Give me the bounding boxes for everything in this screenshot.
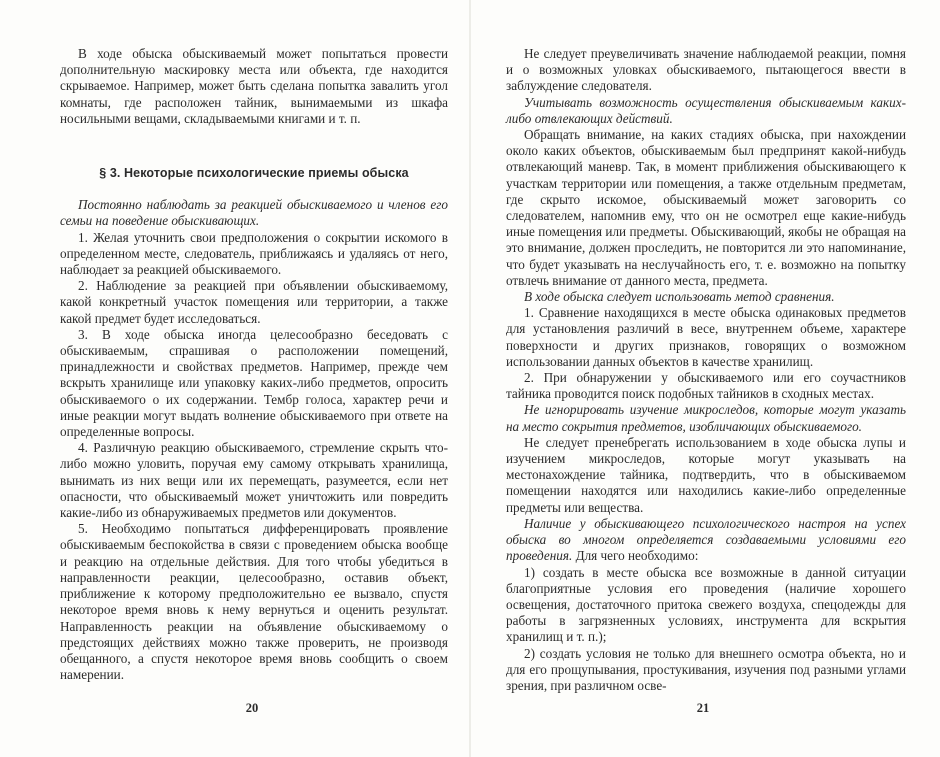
paragraph: 2. Наблюдение за реакцией при объявлении обыскиваемому, какой конкретный участок помещения или территории, а также какой предмет будет исследоваться.: [60, 278, 448, 326]
italic-lead: Наличие у обыскивающего психологического настроя на успех обыска во многом определяется создаваемыми условиями его проведения.: [506, 515, 906, 564]
paragraph-italic: В ходе обыска следует использовать метод сравнения.: [524, 289, 835, 305]
right-page: [470, 0, 940, 757]
paragraph-italic: Постоянно наблюдать за реакцией обыскиваемого и членов его семьи на поведение обыскивающих.: [60, 197, 448, 229]
page-number: 21: [696, 701, 710, 715]
paragraph: Обращать внимание, на каких стадиях обыска, при нахождении около каких объектов, обыскиваемым был предпринят какой-нибудь отвлекающий маневр. Так, в момент приближения обыскивающего к участкам территории или помещения, а также отдельным предметам, где скрыто искомое, обыскиваемый может заговорить со следователем, напомнив ему, что он не осмотрел еще какие-нибудь иные помещения или предметы. Обыскивающий, якобы не обращая на это внимание, должен проследить, не повторится ли это напоминание, что будет указывать на неслучайность его, т. е. возможно на попытку отвлечь внимание от данного места, предмета.: [506, 127, 906, 288]
paragraph: 1. Сравнение находящихся в месте обыска одинаковых предметов для установления различий в весе, внутреннем объеме, характере поверхности и других признаков, говорящих о возможном использовании данных объектов в качестве хранилищ.: [506, 305, 906, 369]
paragraph: 3. В ходе обыска иногда целесообразно беседовать с обыскиваемым, спрашивая о расположении помещений, принадлежности и свойствах предметов. Например, прежде чем вскрыть хранилище или упаковку каких-либо предметов, опросить обыскиваемого о их содержании. Тембр голоса, характер речи и иные реакции могут выдать волнение обыскиваемого при ответе на определенные вопросы.: [60, 326, 448, 440]
page-number: 20: [245, 701, 259, 715]
section-heading: § 3. Некоторые психологические приемы обыска: [99, 166, 409, 181]
right-page-text: [506, 46, 906, 694]
paragraph-italic: Учитывать возможность осуществления обыскиваемым каких-либо отвлекающих действий.: [506, 94, 906, 126]
left-page-text: [60, 46, 448, 683]
paragraph-mixed: [506, 516, 906, 565]
list-item: 2) создать условия не только для внешнего осмотра объекта, но и для его прощупывания, простукивания, изучения под разными углами зрения, при различном осве-: [506, 645, 906, 693]
paragraph: В ходе обыска обыскиваемый может попытаться провести дополнительную маскировку места или объекта, где находится скрываемое. Например, может быть сделана попытка завалить угол комнаты, где расположен тайник, вынимаемыми из шкафа носильными вещами, складываемыми книгами и т. п.: [60, 46, 448, 126]
list-item: 1) создать в месте обыска все возможные в данной ситуации благоприятные условия его проведения (наличие хорошего освещения, достаточного притока свежего воздуха, спецодежды для работы в загрязненных условиях, инструмента для вскрытия хранилищ и т. п.);: [506, 564, 906, 645]
paragraph: 2. При обнаружении у обыскиваемого или его соучастников тайника проводится поиск подобных тайников в сходных местах.: [506, 370, 906, 402]
plain-tail: Для чего необходимо:: [572, 548, 699, 564]
paragraph: 5. Необходимо попытаться дифференцировать проявление обыскиваемым беспокойства в связи с проведением обыска вообще и реакцию на отдельные действия. Для того чтобы убедиться в направленности реакции, целесообразно, оставив объект, приближение к которому предположительно ее вызвало, спустя некоторое время вновь к нему вернуться и оценить результат. Направленность реакции на объявление обыскиваемому о предстоящих действиях можно также проверить, не производя обещанного, а спустя некоторое время вновь сообщить о своем намерении.: [60, 521, 448, 683]
paragraph: 4. Различную реакцию обыскиваемого, стремление скрыть что-либо можно уловить, поручая ему самому открывать хранилища, вынимать из них вещи или их перемещать, разумеется, если нет опасности, что обыскиваемый может уничтожить или повредить какие-либо из обнаруживаемых предметов или документов.: [60, 440, 448, 521]
paragraph: 1. Желая уточнить свои предположения о сокрытии искомого в определенном месте, следователь, приближаясь и удаляясь от него, наблюдает за реакцией обыскиваемого.: [60, 229, 448, 278]
paragraph: Не следует пренебрегать использованием в ходе обыска лупы и изучением микроследов, которые могут указывать на местонахождение тайника, подтвердить, что в обыскиваемом помещении находятся или находились какие-либо определенные предметы или вещества.: [506, 434, 906, 515]
paragraph: Не следует преувеличивать значение наблюдаемой реакции, помня и о возможных уловках обыскиваемого, пытающегося ввести в заблуждение следователя.: [506, 46, 906, 94]
paragraph-italic: Не игнорировать изучение микроследов, которые могут указать на место сокрытия предметов, изобличающих обыскиваемого.: [506, 402, 906, 434]
